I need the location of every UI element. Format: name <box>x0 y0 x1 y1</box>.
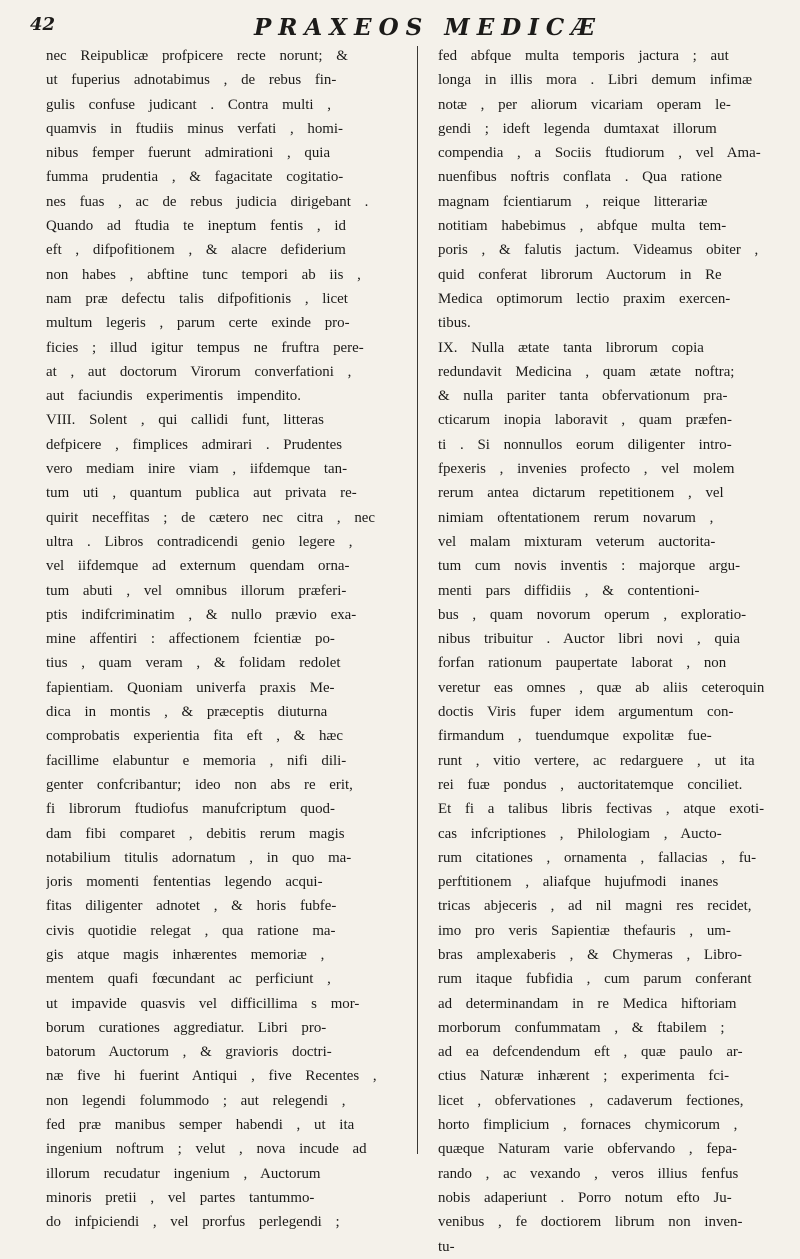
column-divider <box>417 46 418 1154</box>
text-line: venibus , fe doctiorem librum non inven- <box>438 1214 743 1231</box>
text-line: tibus. <box>438 315 471 332</box>
text-line: non habes , abftine tunc tempori ab iis , <box>46 266 361 283</box>
right-column <box>438 44 783 1255</box>
text-line: multum legeris , parum certe exinde pro- <box>46 315 350 332</box>
text-line: menti pars diffidiis , & contentioni- <box>438 582 700 599</box>
text-line: firmandum , tuendumque expolitæ fue- <box>438 728 712 745</box>
text-line: næ five hi fuerint Antiqui , five Recentes , <box>46 1068 377 1085</box>
text-line: do infpiciendi , vel prorfus perlegendi ; <box>46 1214 340 1231</box>
text-line: quid conferat librorum Auctorum in Re <box>438 266 722 283</box>
text-line: fed abfque multa temporis jactura ; aut <box>438 48 729 64</box>
page-header <box>30 14 790 48</box>
text-line: defpicere , fimplices admirari . Prudentes <box>46 436 343 453</box>
text-line: nibus tribuitur . Auctor libri novi , quia <box>438 631 741 648</box>
text-line: bus , quam novorum operum , exploratio- <box>438 606 747 623</box>
text-line: bras amplexaberis , & Chymeras , Libro- <box>438 946 742 963</box>
text-line: runt , vitio vertere, ac redarguere , ut ita <box>438 752 755 769</box>
text-line: compendia , a Sociis ftudiorum , vel Ama- <box>438 145 761 162</box>
text-line: gulis confuse judicant . Contra multi , <box>46 96 331 113</box>
text-line: ut impavide quasvis vel difficillima s mor- <box>46 995 360 1012</box>
text-line: fpexeris , invenies profecto , vel molem <box>438 461 735 478</box>
text-line: horto fimplicium , fornaces chymicorum , <box>438 1117 738 1134</box>
text-line: comprobatis experientia fita eft , & hæc <box>46 728 343 745</box>
text-line: genter confcribantur; ideo non abs re erit, <box>46 776 353 793</box>
text-line: tricas abjeceris , ad nil magni res recidet, <box>438 898 752 915</box>
text-line: forfan rationum paupertate laborat , non <box>438 655 727 672</box>
text-line: magnam fcientiarum , reique litterariæ <box>438 193 708 210</box>
text-line: non legendi folummodo ; aut relegendi , <box>46 1092 346 1109</box>
text-line: civis quotidie relegat , qua ratione ma- <box>46 922 336 939</box>
text-line: joris momenti fententias legendo acqui- <box>46 874 323 891</box>
text-line: ultra . Libros contradicendi genio legere , <box>46 533 353 550</box>
text-line: nimiam oftentationem rerum novarum , <box>438 509 714 526</box>
text-line: cticarum inopia laboravit , quam præfen- <box>438 412 732 429</box>
text-line: fumma prudentia , & fagacitate cogitatio- <box>46 169 344 186</box>
text-line: aut faciundis experimentis impendito. <box>46 388 301 405</box>
text-line: ctius Naturæ inhærent ; experimenta fci- <box>438 1068 730 1085</box>
left-column <box>46 44 396 1231</box>
text-line: rei fuæ pondus , auctoritatemque conciliet. <box>438 776 743 793</box>
text-line: ptis indifcriminatim , & nullo prævio exa- <box>46 606 357 623</box>
text-line: ti . Si nonnullos eorum diligenter intro- <box>438 436 732 453</box>
text-line: eft , difpofitionem , & alacre defiderium <box>46 242 346 259</box>
text-line: nec Reipublicæ profpicere recte norunt; & <box>46 48 348 64</box>
text-line: cas infcriptiones , Philologiam , Aucto- <box>438 825 722 842</box>
text-line: ut fuperius adnotabimus , de rebus fin- <box>46 72 337 89</box>
text-line: at , aut doctorum Virorum converfationi , <box>46 363 352 380</box>
text-line: tum cum novis inventis : majorque argu- <box>438 558 741 575</box>
text-line: vel iifdemque ad externum quendam orna- <box>46 558 350 575</box>
text-line: poris , & falutis jactum. Videamus obiter , <box>438 242 759 259</box>
text-line: rando , ac vexando , veros illius fenfus <box>438 1165 739 1182</box>
text-line: doctis Viris fuper idem argumentum con- <box>438 704 734 721</box>
text-line: licet , obfervationes , cadaverum fectiones, <box>438 1092 744 1109</box>
text-line: nam præ defectu talis difpofitionis , licet <box>46 290 348 307</box>
text-line: tum uti , quantum publica aut privata re- <box>46 485 357 502</box>
text-line: ficies ; illud igitur tempus ne fruftra pere- <box>46 339 364 356</box>
text-line: imo pro veris Sapientiæ thefauris , um- <box>438 922 731 939</box>
text-line: nibus femper fuerunt admirationi , quia <box>46 145 331 162</box>
text-line: rerum antea dictarum repetitionem , vel <box>438 485 724 502</box>
text-line: quæque Naturam varie obfervando , fepa- <box>438 1141 737 1158</box>
text-line: batorum Auctorum , & gravioris doctri- <box>46 1044 332 1061</box>
text-line: fapientiam. Quoniam univerfa praxis Me- <box>46 679 335 696</box>
text-line: vel malam mixturam veterum auctorita- <box>438 533 716 550</box>
text-line: IX. Nulla ætate tanta librorum copia <box>438 339 704 356</box>
text-line: quamvis in ftudiis minus verfati , homi- <box>46 120 343 137</box>
text-line: facillime elabuntur e memoria , nifi dili- <box>46 752 347 769</box>
text-line: ad ea defcendendum eft , quæ paulo ar- <box>438 1044 743 1061</box>
text-line: mine affentiri : affectionem fcientiæ po- <box>46 631 335 648</box>
text-line: notitiam habebimus , abfque multa tem- <box>438 218 727 235</box>
text-line: quirit neceffitas ; de cætero nec citra , nec <box>46 509 376 526</box>
text-line: mentem quafi fœcundant ac perficiunt , <box>46 971 331 988</box>
text-line: redundavit Medicina , quam ætate noftra; <box>438 363 735 380</box>
text-line: Quando ad ftudia te ineptum fentis , id <box>46 218 346 235</box>
text-line: Medica optimorum lectio praxim exercen- <box>438 290 731 307</box>
text-line: dica in montis , & præceptis diuturna <box>46 704 328 721</box>
text-line: & nulla pariter tanta obfervationum pra- <box>438 388 728 405</box>
text-line: gis atque magis inhærentes memoriæ , <box>46 946 325 963</box>
text-line: longa in illis mora . Libri demum infimæ <box>438 72 753 89</box>
text-line: morborum confummatam , & ftabilem ; <box>438 1019 725 1036</box>
text-line: rum itaque fubfidia , cum parum conferant <box>438 971 752 988</box>
text-line: VIII. Solent , qui callidi funt, litteras <box>46 412 324 429</box>
text-line: Et fi a talibus libris fectivas , atque exoti- <box>438 801 765 818</box>
text-line: dam fibi comparet , debitis rerum magis <box>46 825 345 842</box>
text-line: ingenium noftrum ; velut , nova incude ad <box>46 1141 367 1158</box>
text-line: tu- <box>438 1238 455 1255</box>
text-line: gendi ; ideft legenda dumtaxat illorum <box>438 120 717 137</box>
text-line: fitas diligenter adnotet , & horis fubfe- <box>46 898 337 915</box>
text-line: veretur eas omnes , quæ ab aliis ceteroquin <box>438 679 765 696</box>
text-line: tum abuti , vel omnibus illorum præferi- <box>46 582 347 599</box>
text-line: ad determinandam in re Medica hiftoriam <box>438 995 737 1012</box>
page-number: 42 <box>30 14 56 35</box>
text-line: vero mediam inire viam , iifdemque tan- <box>46 461 348 478</box>
text-line: fed præ manibus semper habendi , ut ita <box>46 1117 355 1134</box>
running-title: PRAXEOS MEDICÆ <box>253 14 603 41</box>
text-line: nes fuas , ac de rebus judicia dirigebant . <box>46 193 369 210</box>
text-line: tius , quam veram , & folidam redolet <box>46 655 341 672</box>
text-line: perftitionem , aliafque hujufmodi inanes <box>438 874 719 891</box>
text-line: notabilium titulis adornatum , in quo ma- <box>46 849 352 866</box>
text-line: nuenfibus noftris conflata . Qua ratione <box>438 169 723 186</box>
text-line: notæ , per aliorum vicariam operam le- <box>438 96 731 113</box>
text-line: rum citationes , ornamenta , fallacias , fu- <box>438 849 757 866</box>
text-line: nobis adaperiunt . Porro notum efto Ju- <box>438 1189 732 1206</box>
text-line: borum curationes aggrediatur. Libri pro- <box>46 1019 327 1036</box>
text-line: illorum recudatur ingenium , Auctorum <box>46 1165 321 1182</box>
text-line: minoris pretii , vel partes tantummo- <box>46 1189 315 1206</box>
text-line: fi librorum ftudiofus manufcriptum quod- <box>46 801 335 818</box>
